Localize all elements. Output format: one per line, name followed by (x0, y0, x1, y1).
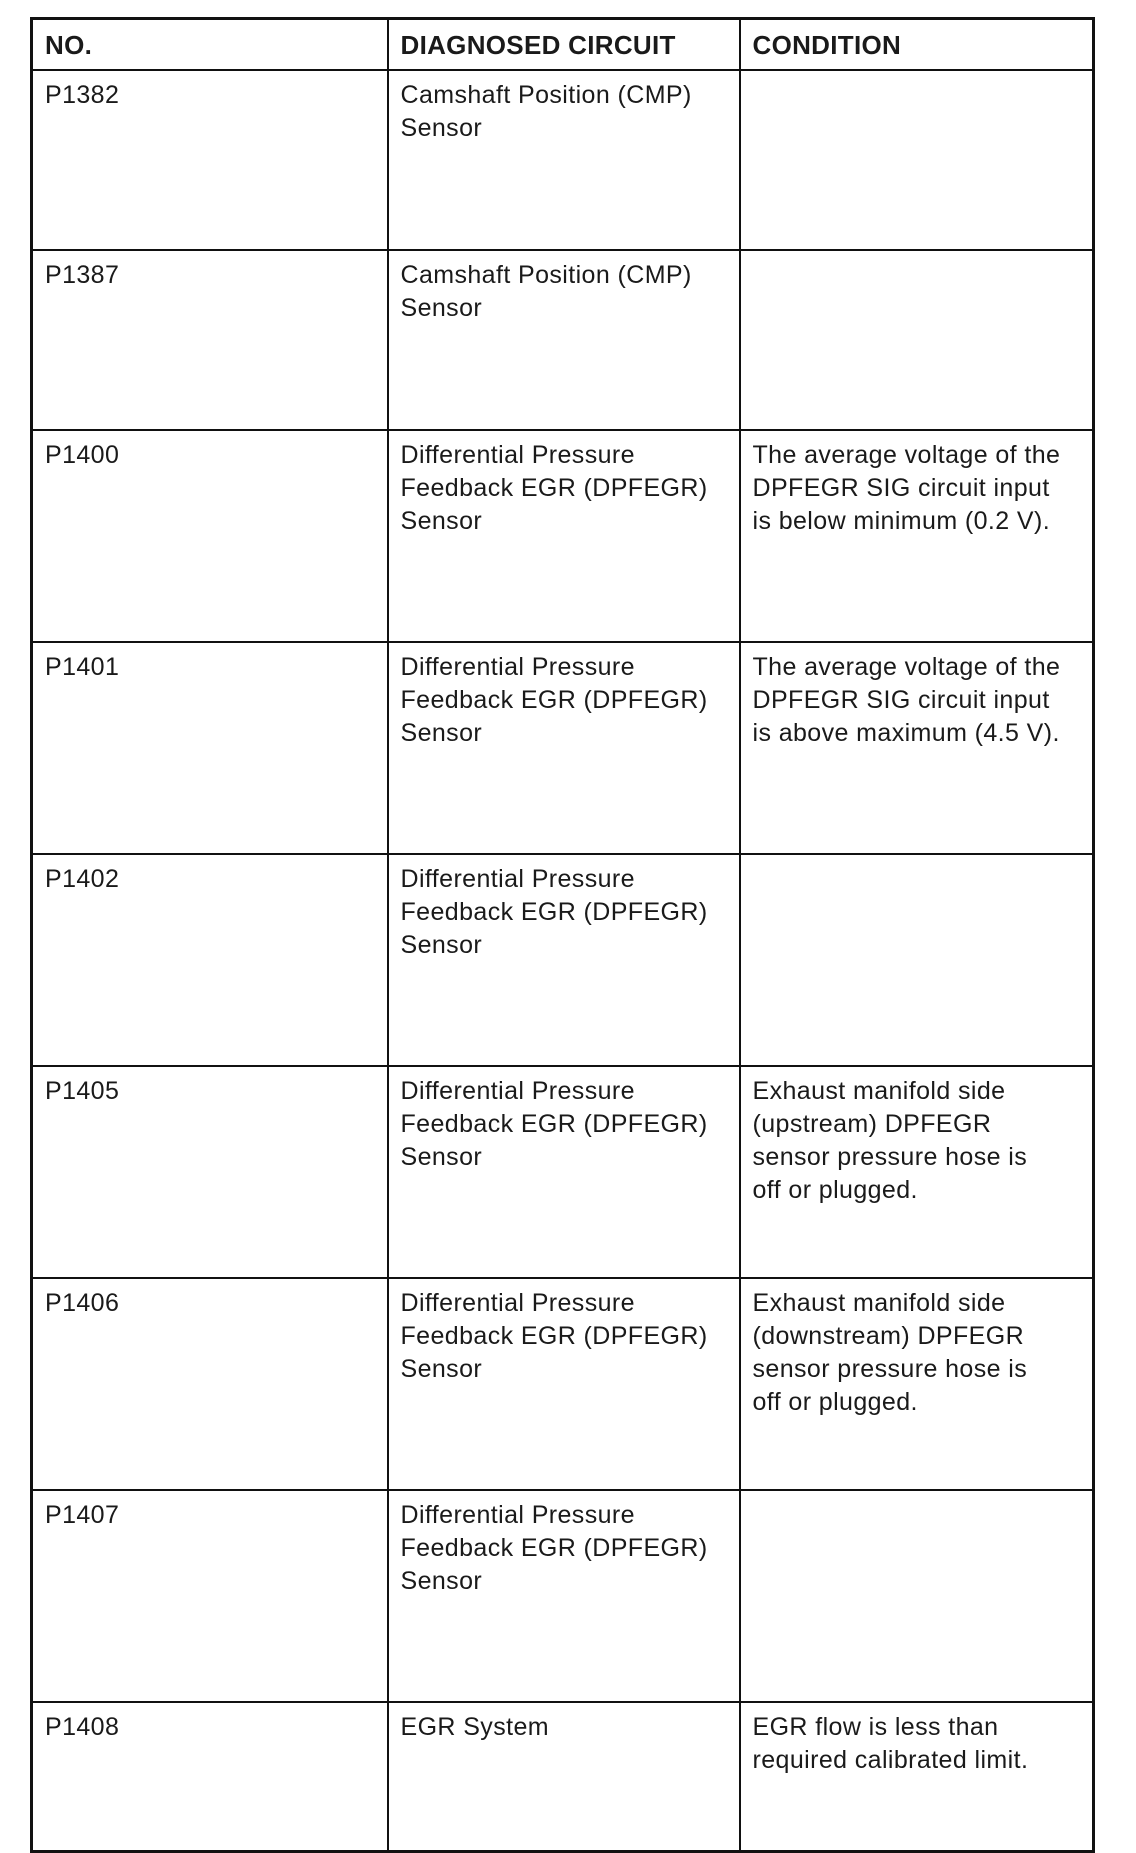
condition-cell (740, 854, 1094, 1066)
condition-cell (740, 1278, 1094, 1490)
circuit-text-line: Sensor (400, 718, 483, 747)
table-row (32, 70, 1094, 250)
table-row (32, 1702, 1094, 1852)
diagnosed-circuit-cell (388, 430, 740, 642)
circuit-text-line: Sensor (400, 506, 483, 535)
condition-cell (740, 250, 1094, 430)
circuit-text-line: Sensor (400, 1354, 483, 1383)
dtc-code-cell: P1400 (32, 430, 388, 642)
table-row (32, 1490, 1094, 1702)
circuit-text-line: Feedback EGR (DPFEGR) (400, 1533, 708, 1562)
condition-cell (740, 1490, 1094, 1702)
circuit-text-line: Camshaft Position (CMP) (400, 260, 692, 289)
diagnosed-circuit-cell (388, 250, 740, 430)
condition-text-line: Exhaust manifold side (752, 1288, 1006, 1317)
circuit-text-line: Sensor (400, 293, 483, 322)
condition-text-line: is below minimum (0.2 V). (752, 506, 1051, 535)
dtc-code-cell: P1405 (32, 1066, 388, 1278)
condition-cell (740, 1702, 1094, 1852)
dtc-code-cell: P1382 (32, 70, 388, 250)
diagnosed-circuit-cell (388, 70, 740, 250)
table-body (32, 70, 1094, 1852)
diagnosed-circuit-cell (388, 1702, 740, 1852)
circuit-text-line: Feedback EGR (DPFEGR) (400, 473, 708, 502)
circuit-text-line: Feedback EGR (DPFEGR) (400, 1109, 708, 1138)
condition-text-line: The average voltage of the (752, 440, 1061, 469)
condition-cell (740, 70, 1094, 250)
condition-text-line: off or plugged. (752, 1387, 918, 1416)
circuit-text-line: Differential Pressure (400, 652, 635, 681)
circuit-text-line: Feedback EGR (DPFEGR) (400, 685, 708, 714)
dtc-code-cell: P1408 (32, 1702, 388, 1852)
dtc-code-cell: P1402 (32, 854, 388, 1066)
diagnostic-codes-table (30, 17, 1095, 1853)
dtc-code-cell: P1401 (32, 642, 388, 854)
dtc-code-cell: P1406 (32, 1278, 388, 1490)
circuit-text-line: Sensor (400, 113, 483, 142)
header-no: NO. (32, 19, 388, 70)
condition-text-line: DPFEGR SIG circuit input (752, 685, 1050, 714)
condition-cell (740, 430, 1094, 642)
dtc-code-cell: P1407 (32, 1490, 388, 1702)
circuit-text-line: Feedback EGR (DPFEGR) (400, 897, 708, 926)
condition-text-line: is above maximum (4.5 V). (752, 718, 1060, 747)
table-row (32, 430, 1094, 642)
circuit-text-line: Sensor (400, 930, 483, 959)
table-row (32, 250, 1094, 430)
condition-text-line: off or plugged. (752, 1175, 918, 1204)
table-row (32, 1278, 1094, 1490)
condition-cell (740, 1066, 1094, 1278)
circuit-text-line: Feedback EGR (DPFEGR) (400, 1321, 708, 1350)
table-header-row (32, 19, 1094, 70)
condition-text-line: DPFEGR SIG circuit input (752, 473, 1050, 502)
circuit-text-line: Camshaft Position (CMP) (400, 80, 692, 109)
circuit-text-line: Differential Pressure (400, 440, 635, 469)
condition-text-line: Exhaust manifold side (752, 1076, 1006, 1105)
diagnosed-circuit-cell (388, 1490, 740, 1702)
header-condition: CONDITION (740, 19, 1094, 70)
circuit-text-line: Sensor (400, 1142, 483, 1171)
circuit-text-line: EGR System (400, 1712, 549, 1741)
circuit-text-line: Differential Pressure (400, 864, 635, 893)
condition-text-line: (downstream) DPFEGR (752, 1321, 1025, 1350)
diagnosed-circuit-cell (388, 642, 740, 854)
condition-text-line: (upstream) DPFEGR (752, 1109, 992, 1138)
table-row (32, 854, 1094, 1066)
condition-text-line: required calibrated limit. (752, 1745, 1029, 1774)
table-row (32, 1066, 1094, 1278)
condition-text-line: sensor pressure hose is (752, 1354, 1028, 1383)
circuit-text-line: Differential Pressure (400, 1076, 635, 1105)
circuit-text-line: Differential Pressure (400, 1500, 635, 1529)
diagnosed-circuit-cell (388, 1066, 740, 1278)
header-diagnosed-circuit: DIAGNOSED CIRCUIT (388, 19, 740, 70)
condition-text-line: The average voltage of the (752, 652, 1061, 681)
condition-text-line: sensor pressure hose is (752, 1142, 1028, 1171)
condition-text-line: EGR flow is less than (752, 1712, 999, 1741)
condition-cell (740, 642, 1094, 854)
diagnosed-circuit-cell (388, 854, 740, 1066)
table-row (32, 642, 1094, 854)
circuit-text-line: Sensor (400, 1566, 483, 1595)
circuit-text-line: Differential Pressure (400, 1288, 635, 1317)
diagnosed-circuit-cell (388, 1278, 740, 1490)
dtc-code-cell: P1387 (32, 250, 388, 430)
